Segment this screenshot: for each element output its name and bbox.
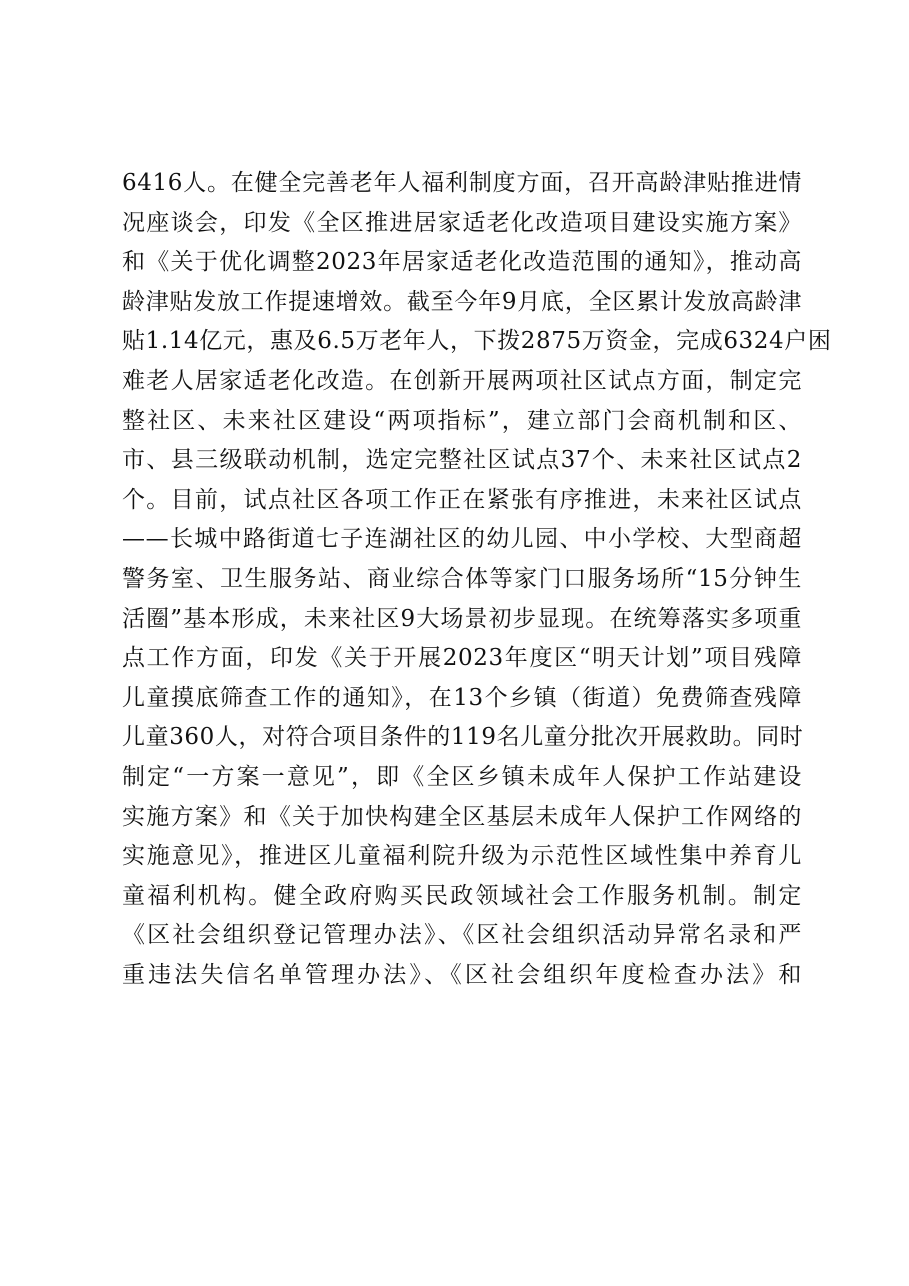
text-line: 市、县三级联动机制，选定完整社区试点37个、未来社区试点2 xyxy=(122,447,802,474)
text-line: 儿童360人，对符合项目条件的119名儿童分批次开展救助。同时 xyxy=(122,724,804,751)
text-line: 活圈”基本形成，未来社区9大场景初步显现。在统筹落实多项重 xyxy=(122,605,802,632)
text-line: 警务室、卫生服务站、商业综合体等家门口服务场所“15分钟生 xyxy=(122,565,802,592)
text-line: ——长城中路街道七子连湖社区的幼儿园、中小学校、大型商超 xyxy=(122,526,802,553)
text-line: 个。目前，试点社区各项工作正在紧张有序推进，未来社区试点 xyxy=(122,486,802,513)
text-line: 贴1.14亿元，惠及6.5万老年人，下拨2875万资金，完成6324户困 xyxy=(122,328,832,355)
text-line: 难老人居家适老化改造。在创新开展两项社区试点方面，制定完 xyxy=(122,367,802,394)
text-line: 重违法失信名单管理办法》、《区社会组织年度检查办法》和 xyxy=(122,961,802,988)
text-line: 和《关于优化调整2023年居家适老化改造范围的通知》，推动高 xyxy=(122,249,802,276)
text-line: 童福利机构。健全政府购买民政领域社会工作服务机制。制定 xyxy=(122,882,802,909)
text-line: 实施意见》，推进区儿童福利院升级为示范性区域性集中养育儿 xyxy=(122,843,802,870)
text-line: 龄津贴发放工作提速增效。截至今年9月底，全区累计发放高龄津 xyxy=(122,288,802,315)
text-line: 《区社会组织登记管理办法》、《区社会组织活动异常名录和严 xyxy=(122,922,802,949)
text-line: 点工作方面，印发《关于开展2023年度区“明天计划”项目残障 xyxy=(122,645,802,672)
text-line: 况座谈会，印发《全区推进居家适老化改造项目建设实施方案》 xyxy=(122,209,802,236)
text-line: 6416人。在健全完善老年人福利制度方面，召开高龄津贴推进情 xyxy=(122,170,802,196)
text-line: 整社区、未来社区建设“两项指标”，建立部门会商机制和区、 xyxy=(122,407,802,434)
text-line: 儿童摸底筛查工作的通知》，在13个乡镇（街道）免费筛查残障 xyxy=(122,684,802,711)
body-text xyxy=(122,166,832,997)
text-line: 制定“一方案一意见”，即《全区乡镇未成年人保护工作站建设 xyxy=(122,763,802,790)
text-line: 实施方案》和《关于加快构建全区基层未成年人保护工作网络的 xyxy=(122,803,802,830)
